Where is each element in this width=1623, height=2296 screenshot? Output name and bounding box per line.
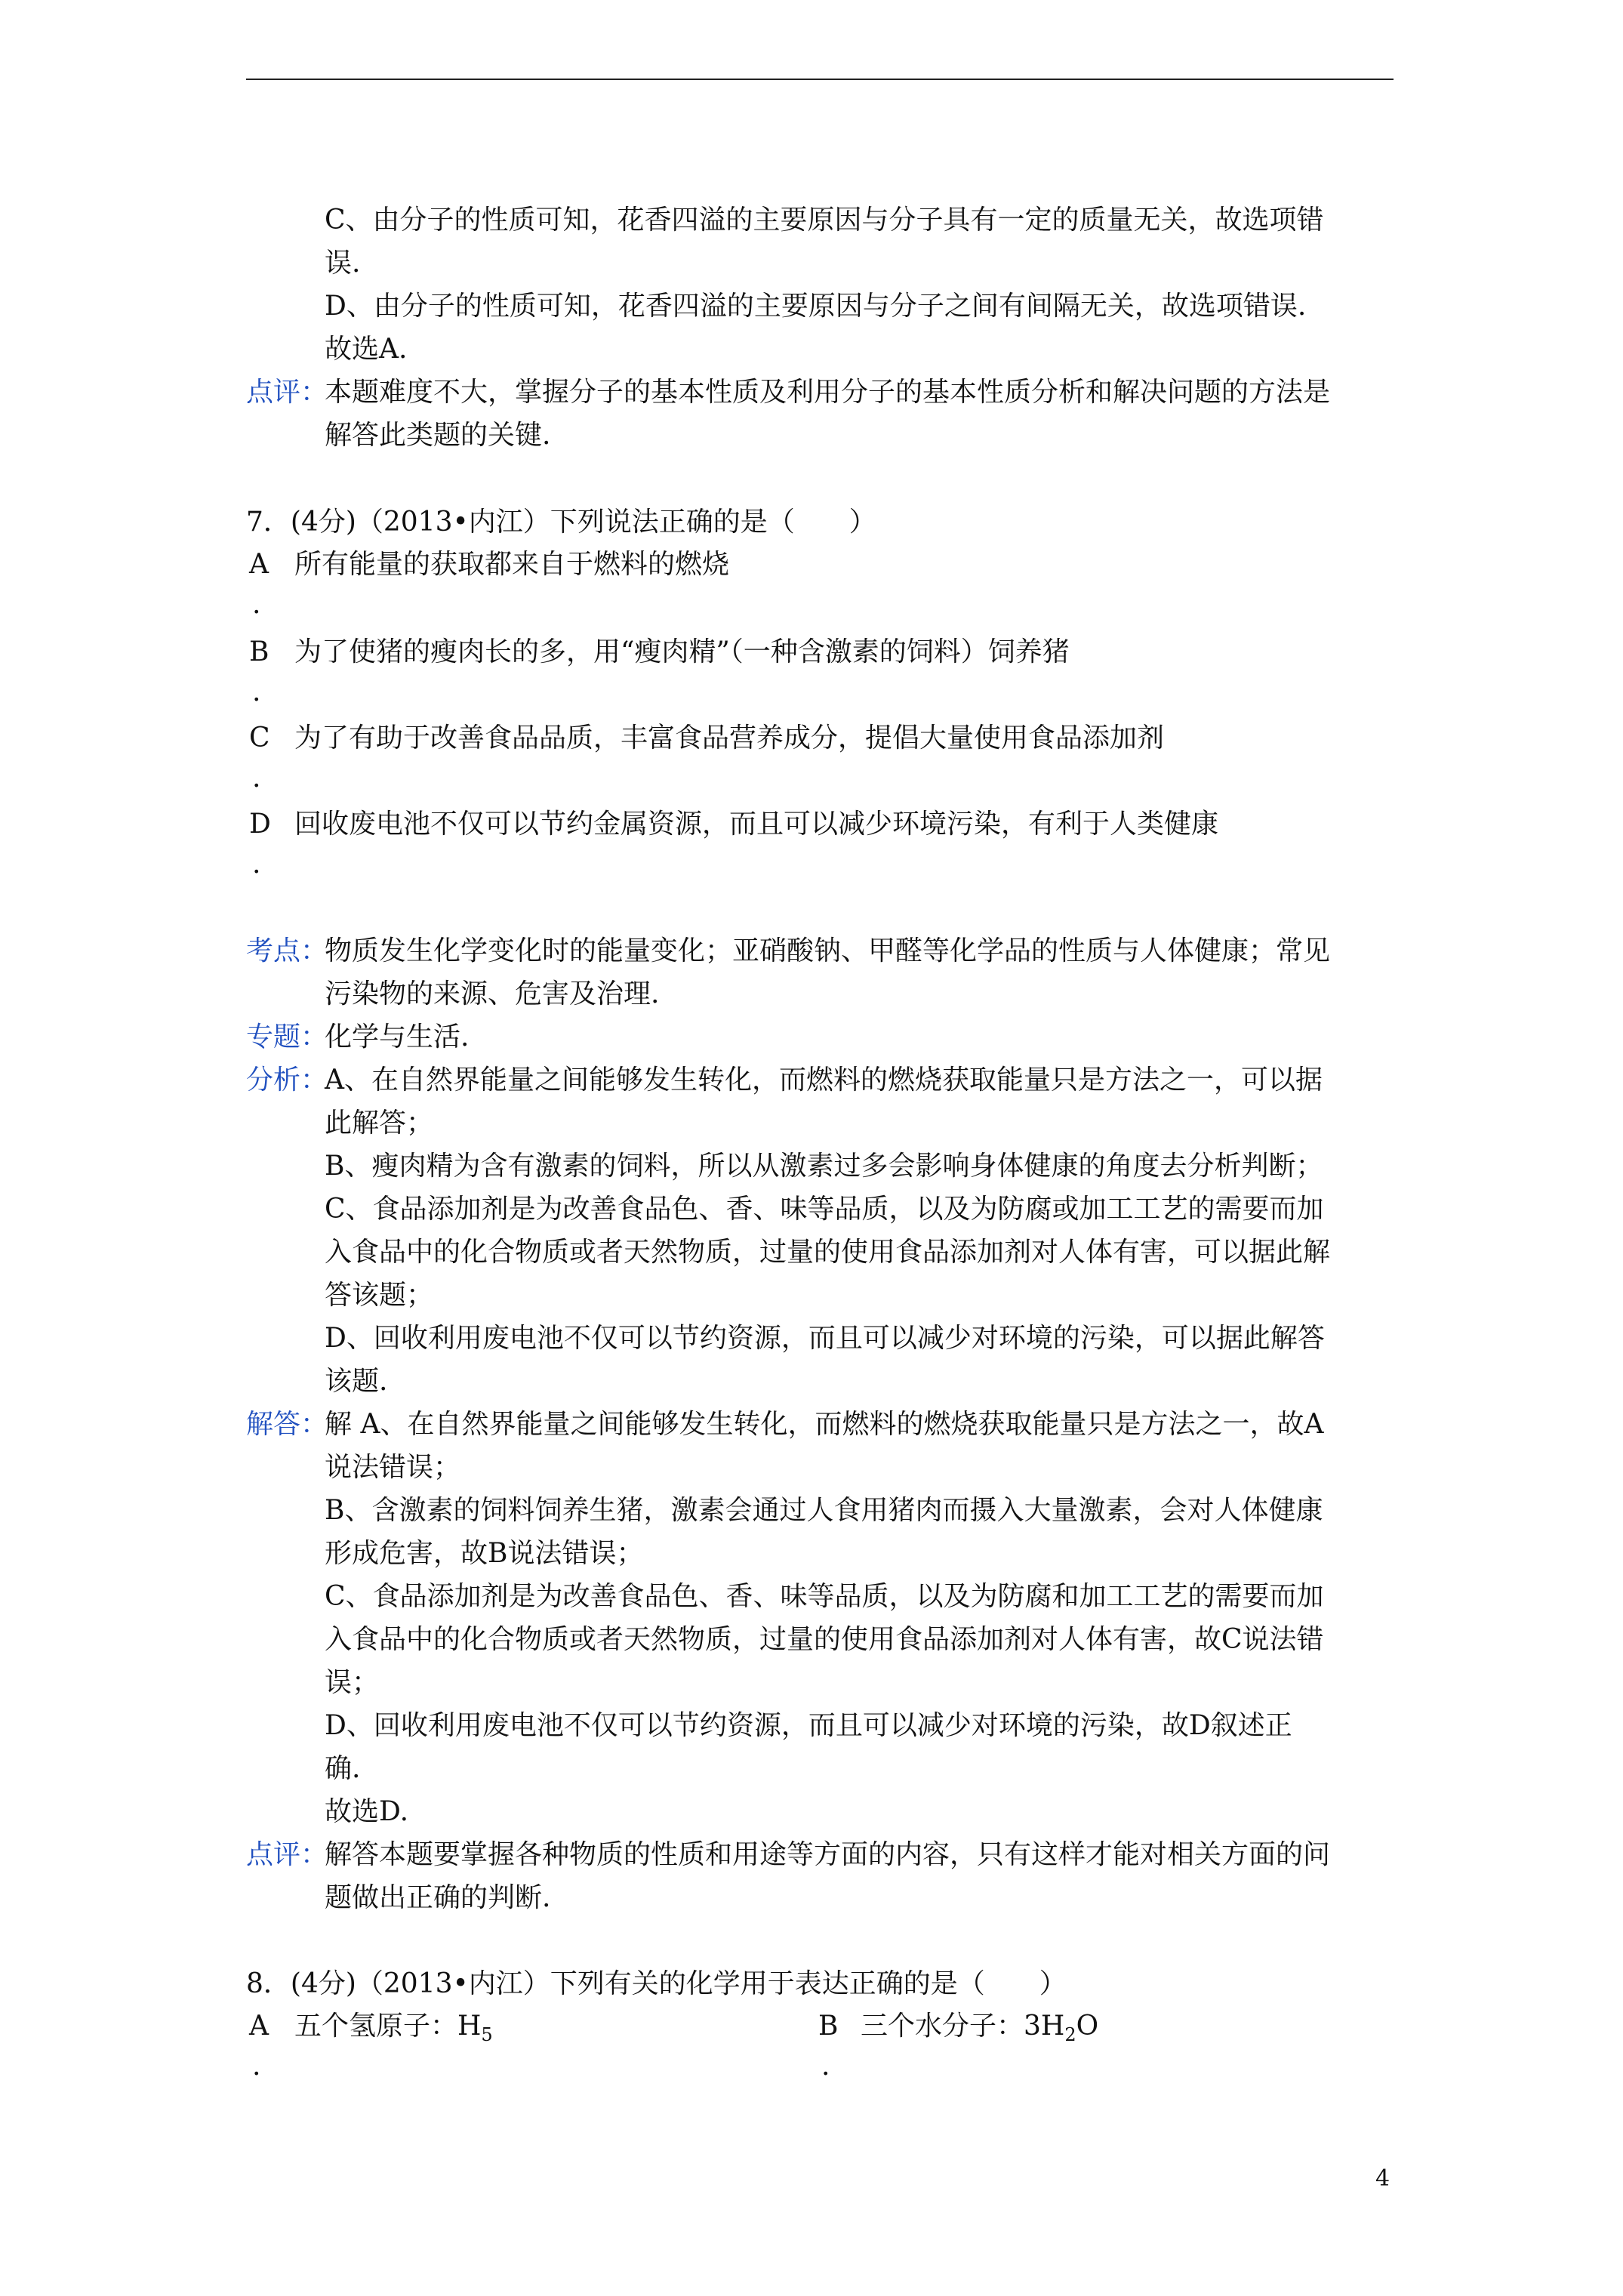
q7-jieda-line: 故选D. (325, 1796, 409, 1827)
q7-jieda-line: 说法错误； (325, 1452, 461, 1483)
q8-option-b (861, 2010, 1098, 2051)
q8-option-a-text: 五个氢原子：H (294, 2011, 482, 2042)
q7-option-a-letter: A (249, 549, 269, 580)
q7-jieda-line: C、食品添加剂是为改善食品色、香、味等品质，以及为防腐和加工工艺的需要而加 (325, 1581, 1324, 1612)
q7-option-a-dot: . (252, 589, 261, 620)
q7-fenxi-line: 该题. (325, 1366, 388, 1397)
prev-comment-label: 点评： (246, 377, 328, 408)
q7-option-b-letter: B (249, 636, 269, 667)
q7-fenxi-line: B、瘦肉精为含有激素的饲料，所以从激素过多会影响身体健康的角度去分析判断； (325, 1151, 1323, 1182)
q7-jieda-line: 误； (325, 1667, 380, 1698)
prev-comment-line2: 解答此类题的关键. (325, 420, 551, 451)
q8-option-b-dot: . (821, 2051, 830, 2082)
page-number: 4 (1375, 2165, 1390, 2192)
q8-option-a-subscript: 5 (481, 2024, 493, 2045)
q7-dianping-line2: 题做出正确的判断. (325, 1882, 551, 1913)
q7-option-a-text: 所有能量的获取都来自于燃料的燃烧 (294, 549, 730, 580)
q7-fenxi-line: 此解答； (325, 1108, 434, 1139)
q8-stem: 8．(4分)（2013•内江）下列有关的化学用于表达正确的是（ ） (246, 1968, 1067, 1999)
q7-option-d-dot: . (252, 849, 261, 880)
prev-option-c-line1: C、由分子的性质可知，花香四溢的主要原因与分子具有一定的质量无关，故选项错 (325, 205, 1324, 236)
q7-zhuanti-label: 专题： (246, 1022, 328, 1052)
prev-answer: 故选A. (325, 334, 408, 365)
q7-dianping-label: 点评： (246, 1839, 328, 1870)
q8-option-b-text: 三个水分子：3H (861, 2011, 1065, 2042)
q7-jieda-line: 形成危害，故B说法错误； (325, 1538, 644, 1569)
q7-zhuanti: 化学与生活. (325, 1022, 470, 1052)
prev-option-c-line2: 误. (325, 248, 361, 279)
q7-option-c-letter: C (249, 723, 270, 754)
q8-option-a (294, 2010, 493, 2051)
q7-jieda-line: B、含激素的饲料饲养生猪，激素会通过人食用猪肉而摄入大量激素，会对人体健康 (325, 1495, 1323, 1526)
q8-option-a-letter: A (249, 2011, 269, 2042)
q7-jieda-line: 解 A、在自然界能量之间能够发生转化，而燃料的燃烧获取能量只是方法之一，故A (325, 1409, 1324, 1440)
q8-option-b-subscript: 2 (1064, 2024, 1076, 2045)
q7-option-c-text: 为了有助于改善食品品质，丰富食品营养成分，提倡大量使用食品添加剂 (294, 723, 1165, 754)
q7-kaodian-label: 考点： (246, 935, 328, 966)
q7-fenxi-label: 分析： (246, 1065, 328, 1096)
q7-jieda-label: 解答： (246, 1409, 328, 1440)
q7-fenxi-line: 答该题； (325, 1280, 434, 1311)
q7-kaodian-line2: 污染物的来源、危害及治理. (325, 978, 660, 1009)
q7-option-c-dot: . (252, 763, 261, 794)
q7-fenxi-line: 入食品中的化合物质或者天然物质，过量的使用食品添加剂对人体有害，可以据此解 (325, 1237, 1331, 1268)
q7-dianping-line1: 解答本题要掌握各种物质的性质和用途等方面的内容，只有这样才能对相关方面的问 (325, 1839, 1331, 1870)
q7-jieda-line: 入食品中的化合物质或者天然物质，过量的使用食品添加剂对人体有害，故C说法错 (325, 1624, 1324, 1655)
q7-kaodian-line1: 物质发生化学变化时的能量变化；亚硝酸钠、甲醛等化学品的性质与人体健康；常见 (325, 935, 1331, 966)
q8-option-b-letter: B (818, 2011, 839, 2042)
q7-fenxi-line: D、回收利用废电池不仅可以节约资源，而且可以减少对环境的污染，可以据此解答 (325, 1323, 1325, 1354)
q7-option-b-dot: . (252, 676, 261, 707)
q7-option-d-letter: D (249, 809, 271, 840)
q7-stem: 7．(4分)（2013•内江）下列说法正确的是（ ） (246, 507, 876, 538)
header-rule (246, 79, 1394, 80)
q7-jieda-line: D、回收利用废电池不仅可以节约资源，而且可以减少对环境的污染，故D叙述正 (325, 1710, 1292, 1741)
q8-option-a-dot: . (252, 2051, 261, 2082)
q7-option-d-text: 回收废电池不仅可以节约金属资源，而且可以减少环境污染，有利于人类健康 (294, 809, 1219, 840)
q7-fenxi-line: C、食品添加剂是为改善食品色、香、味等品质，以及为防腐或加工工艺的需要而加 (325, 1194, 1324, 1225)
q7-jieda-line: 确. (325, 1753, 361, 1784)
q7-fenxi-line: A、在自然界能量之间能够发生转化，而燃料的燃烧获取能量只是方法之一，可以据 (325, 1065, 1323, 1096)
prev-option-d-line: D、由分子的性质可知，花香四溢的主要原因与分子之间有间隔无关，故选项错误. (325, 291, 1307, 322)
q7-option-b-text: 为了使猪的瘦肉长的多，用“瘦肉精”（一种含激素的饲料）饲养猪 (294, 636, 1070, 667)
q8-option-b-tail: O (1076, 2011, 1099, 2042)
prev-comment-line1: 本题难度不大，掌握分子的基本性质及利用分子的基本性质分析和解决问题的方法是 (325, 377, 1331, 408)
